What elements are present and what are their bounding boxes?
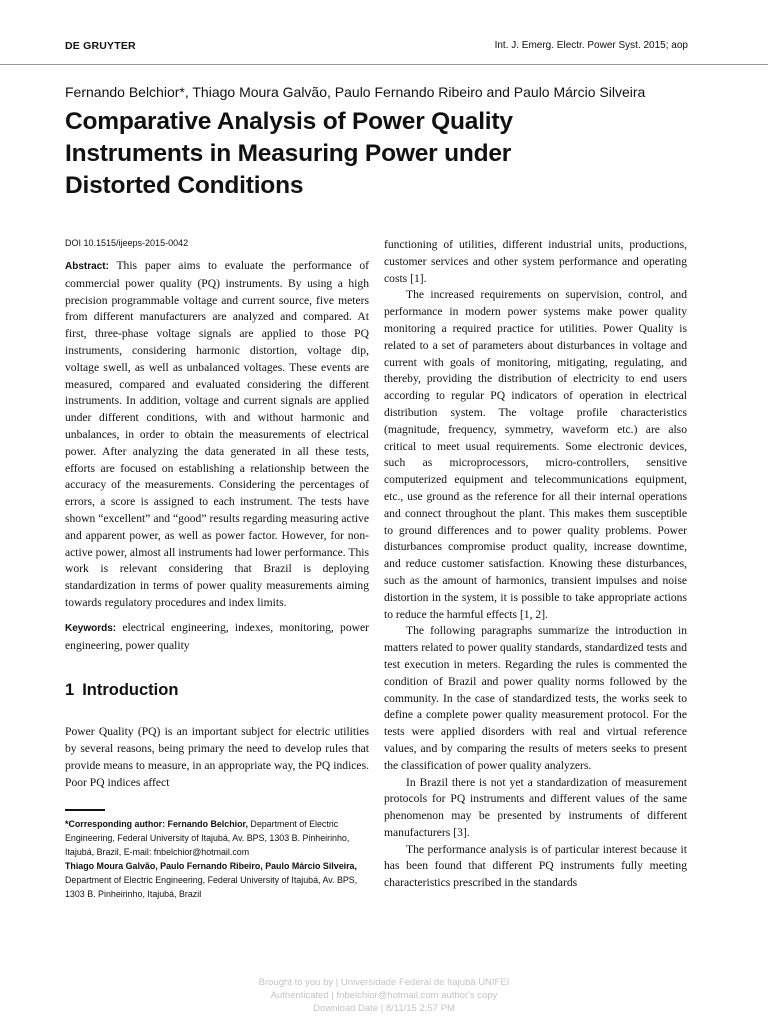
body-paragraph: The following paragraphs summarize the introduction in matters related to power quality standards, standardized tests and test execution in meters. Regarding the rules is commented the condition of Brazil and power quality norms followed by the community. In the case of standardized tests, the works seek to define a complete power quality measurement protocol. For the tests were applied disorders with real and virtual reference values, and by comparing the results of meters seeks to present the classification of power quality analyzers. — [384, 624, 687, 772]
right-column — [384, 237, 687, 892]
title-line: Comparative Analysis of Power Quality — [65, 108, 513, 135]
section-heading — [65, 680, 369, 700]
keywords — [65, 620, 369, 655]
section-title: Introduction — [82, 681, 179, 700]
download-notice — [0, 976, 768, 1015]
author-list: Fernando Belchior*, Thiago Moura Galvão, Paulo Fernando Ribeiro and Paulo Márcio Silveira — [65, 84, 646, 100]
header-rule — [0, 64, 768, 65]
coauthors-footnote — [65, 859, 369, 901]
section-number: 1 — [65, 681, 75, 700]
download-line: Download Date | 8/11/15 2:57 PM — [313, 1003, 455, 1014]
footnote-text: Department of Electric Engineering, Federal University of Itajubá, Av. BPS, 1303 B. Pinheirinho, Itajubá, Brazil, E-mail: fnbelchior@hotmail.com — [65, 818, 350, 857]
title-line: Distorted Conditions — [65, 172, 304, 199]
keywords-text: electrical engineering, indexes, monitoring, power engineering, power quality — [65, 620, 369, 652]
footnote-label: *Corresponding author: Fernando Belchior, — [65, 818, 248, 829]
abstract-text: This paper aims to evaluate the performance of commercial power quality (PQ) instruments. By using a high precision programmable voltage and current source, five meters from different manufacturers are analyzed and compared. At first, three-phase voltage signals are applied to those PQ instruments, considering harmonic distortion, voltage dip, voltage swell, as well as unbalanced voltages. These events are measured, compared and evaluated considering the different instruments. In addition, voltage and current signals are applied under different conditions, with and without harmonic and unbalances, in order to obtain the measurements of electrical power. After analyzing the data generated in all these tests, efforts are focused on establishing a relationship between the accuracy of the measurements. Considering the percentages of errors, a score is assigned to each instrument. The tests have shown “excellent” and “good” results regarding measuring active and apparent power, as well as power factor. However, for non-active power, almost all instruments had lower performance. This work is relevant considering that Brazil is deploying standardization in terms of power quality measurements aiming towards regulatory procedures and index limits. — [65, 259, 369, 609]
footnote-rule — [65, 809, 105, 811]
publisher-name: DE GRUYTER — [65, 40, 136, 52]
abstract-label: Abstract: — [65, 261, 109, 272]
body-paragraph: The performance analysis is of particular interest because it has been found that different PQ instruments fully meeting characteristics prescribed in the standards — [384, 842, 687, 890]
footnote-text: Department of Electric Engineering, Federal University of Itajubá, Av. BPS, 1303 B. Pinheirinho, Itajubá, Brazil — [65, 874, 358, 899]
doi: DOI 10.1515/ijeeps-2015-0042 — [65, 238, 189, 248]
abstract — [65, 258, 369, 612]
body-paragraph: functioning of utilities, different industrial units, productions, customer services and other system performance and operating costs [1]. — [384, 238, 687, 285]
corresponding-author-footnote — [65, 817, 369, 859]
title-line: Instruments in Measuring Power under — [65, 140, 512, 167]
footnote-label: Thiago Moura Galvão, Paulo Fernando Ribeiro, Paulo Márcio Silveira, — [65, 860, 357, 871]
running-header — [65, 40, 688, 56]
journal-citation: Int. J. Emerg. Electr. Power Syst. 2015; aop — [494, 40, 688, 51]
download-line: Authenticated | fnbelchior@hotmail.com author's copy — [270, 990, 498, 1001]
download-line: Brought to you by | Universidade Federal de Itajubá UNIFEI — [258, 977, 510, 988]
body-paragraph: The increased requirements on supervision, control, and performance in modern power systems make power quality monitoring a required practice for utilities. Power Quality is related to a set of parameters about disturbances in voltage and current with goals of monitoring, mitigating, regulating, and thereby, providing the distribution of electricity to end users according to regular PQ indicators of operation in electrical distribution system. The voltage profile characteristics (magnitude, frequency, symmetry, waveform etc.) are also critical to meet usual requirements. Some electronic devices, such as microprocessors, micro-controllers, sensitive computerized equipment and telecommunications equipment, etc., use ground as the reference for all their internal operations and connect throughout the plant. This makes them susceptible to ground differences and to power quality problems. Power disturbances compromise product quality, increase downtime, and reduce customer satisfaction. Knowing these disturbances, such as the amount of harmonics, transient impulses and noise distortion in the system, it is possible to take appropriate actions to reduce the harmful effects [1, 2]. — [384, 288, 687, 621]
body-paragraph: In Brazil there is not yet a standardization of measurement protocols for PQ instruments and different values of the same phenomenon may be presented by instruments of different manufacturers [3]. — [384, 775, 687, 839]
left-column — [65, 237, 369, 901]
intro-paragraph: Power Quality (PQ) is an important subject for electric utilities by several reasons, being primary the need to develop rules that provide means to measure, in an appropriate way, the PQ indices. Poor PQ indices affect — [65, 725, 369, 789]
keywords-label: Keywords: — [65, 622, 117, 634]
paper-title — [65, 106, 585, 202]
